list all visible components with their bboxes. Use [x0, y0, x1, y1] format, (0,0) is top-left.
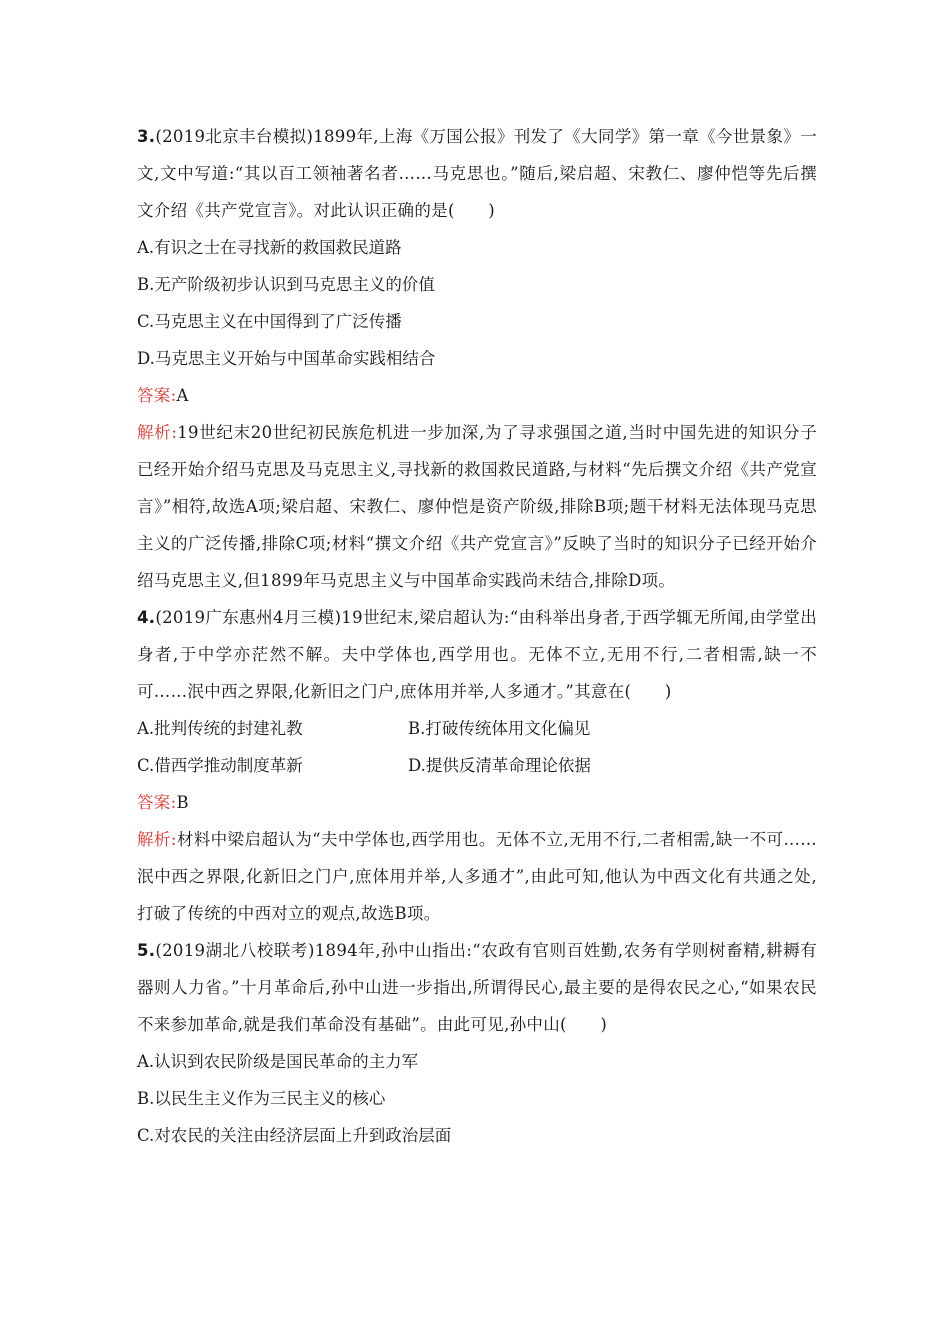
- question-4-option-b: B.打破传统体用文化偏见: [408, 719, 591, 738]
- document-page: [137, 118, 817, 1154]
- question-3-option-a: A.有识之士在寻找新的救国救民道路: [137, 238, 402, 257]
- question-5-stem: [137, 932, 817, 1043]
- question-3-option-d: D.马克思主义开始与中国革命实践相结合: [137, 349, 436, 368]
- question-text: (2019广东惠州4月三模)19世纪末,梁启超认为:“由科举出身者,于西学辄无所闻,由学堂出身者,于中学亦茫然不解。夫中学体也,西学用也。无体不立,无用不行,二者相需,缺一不可……泯中西之界限,化新旧之门户,庶体用并举,人多通才。”其意在( ): [137, 608, 817, 701]
- question-4-options-row-2: [137, 747, 817, 784]
- question-4-options-row-1: [137, 710, 817, 747]
- question-3-answer: [137, 377, 817, 414]
- question-3-option-c: C.马克思主义在中国得到了广泛传播: [137, 312, 402, 331]
- question-number: 5.: [137, 941, 156, 960]
- question-5-option-c: C.对农民的关注由经济层面上升到政治层面: [137, 1126, 452, 1145]
- question-number: 4.: [137, 608, 156, 627]
- analysis-label: 解析:: [137, 830, 177, 849]
- question-4-answer: [137, 784, 817, 821]
- question-4-option-c: C.借西学推动制度革新: [137, 756, 303, 775]
- question-5-option-a: A.认识到农民阶级是国民革命的主力军: [137, 1052, 419, 1071]
- question-3-stem: [137, 118, 817, 229]
- question-4-option-d: D.提供反清革命理论依据: [408, 756, 591, 775]
- answer-value: A: [176, 386, 189, 405]
- analysis-label: 解析:: [137, 423, 178, 442]
- question-text: (2019北京丰台模拟)1899年,上海《万国公报》刊发了《大同学》第一章《今世景象》一文,文中写道:“其以百工领袖著名者……马克思也。”随后,梁启超、宋教仁、廖仲恺等先后撰文介绍《共产党宣言》。对此认识正确的是( ): [137, 127, 817, 220]
- question-3-analysis: [137, 414, 817, 599]
- answer-value: B: [176, 793, 189, 812]
- analysis-text: 19世纪末20世纪初民族危机进一步加深,为了寻求强国之道,当时中国先进的知识分子已经开始介绍马克思及马克思主义,寻找新的救国救民道路,与材料“先后撰文介绍《共产党宣言》”相符,故选A项;梁启超、宋教仁、廖仲恺是资产阶级,排除B项;题干材料无法体现马克思主义的广泛传播,排除C项;材料“撰文介绍《共产党宣言》”反映了当时的知识分子已经开始介绍马克思主义,但1899年马克思主义与中国革命实践尚未结合,排除D项。: [137, 423, 817, 590]
- question-5-option-b: B.以民生主义作为三民主义的核心: [137, 1089, 386, 1108]
- question-3-option-b: B.无产阶级初步认识到马克思主义的价值: [137, 275, 435, 294]
- analysis-text: 材料中梁启超认为“夫中学体也,西学用也。无体不立,无用不行,二者相需,缺一不可……泯中西之界限,化新旧之门户,庶体用并举,人多通才”,由此可知,他认为中西文化有共通之处,打破了传统的中西对立的观点,故选B项。: [137, 830, 818, 923]
- question-number: 3.: [137, 127, 156, 146]
- answer-label: 答案:: [137, 793, 177, 812]
- question-4-option-a: A.批判传统的封建礼教: [137, 719, 303, 738]
- question-4-stem: [137, 599, 817, 710]
- answer-label: 答案:: [137, 386, 177, 405]
- question-4-analysis: [137, 821, 817, 932]
- question-text: (2019湖北八校联考)1894年,孙中山指出:“农政有官则百姓勤,农务有学则树畜精,耕耨有器则人力省。”十月革命后,孙中山进一步指出,所谓得民心,最主要的是得农民之心,“如果农民不来参加革命,就是我们革命没有基础”。由此可见,孙中山( ): [137, 941, 817, 1034]
